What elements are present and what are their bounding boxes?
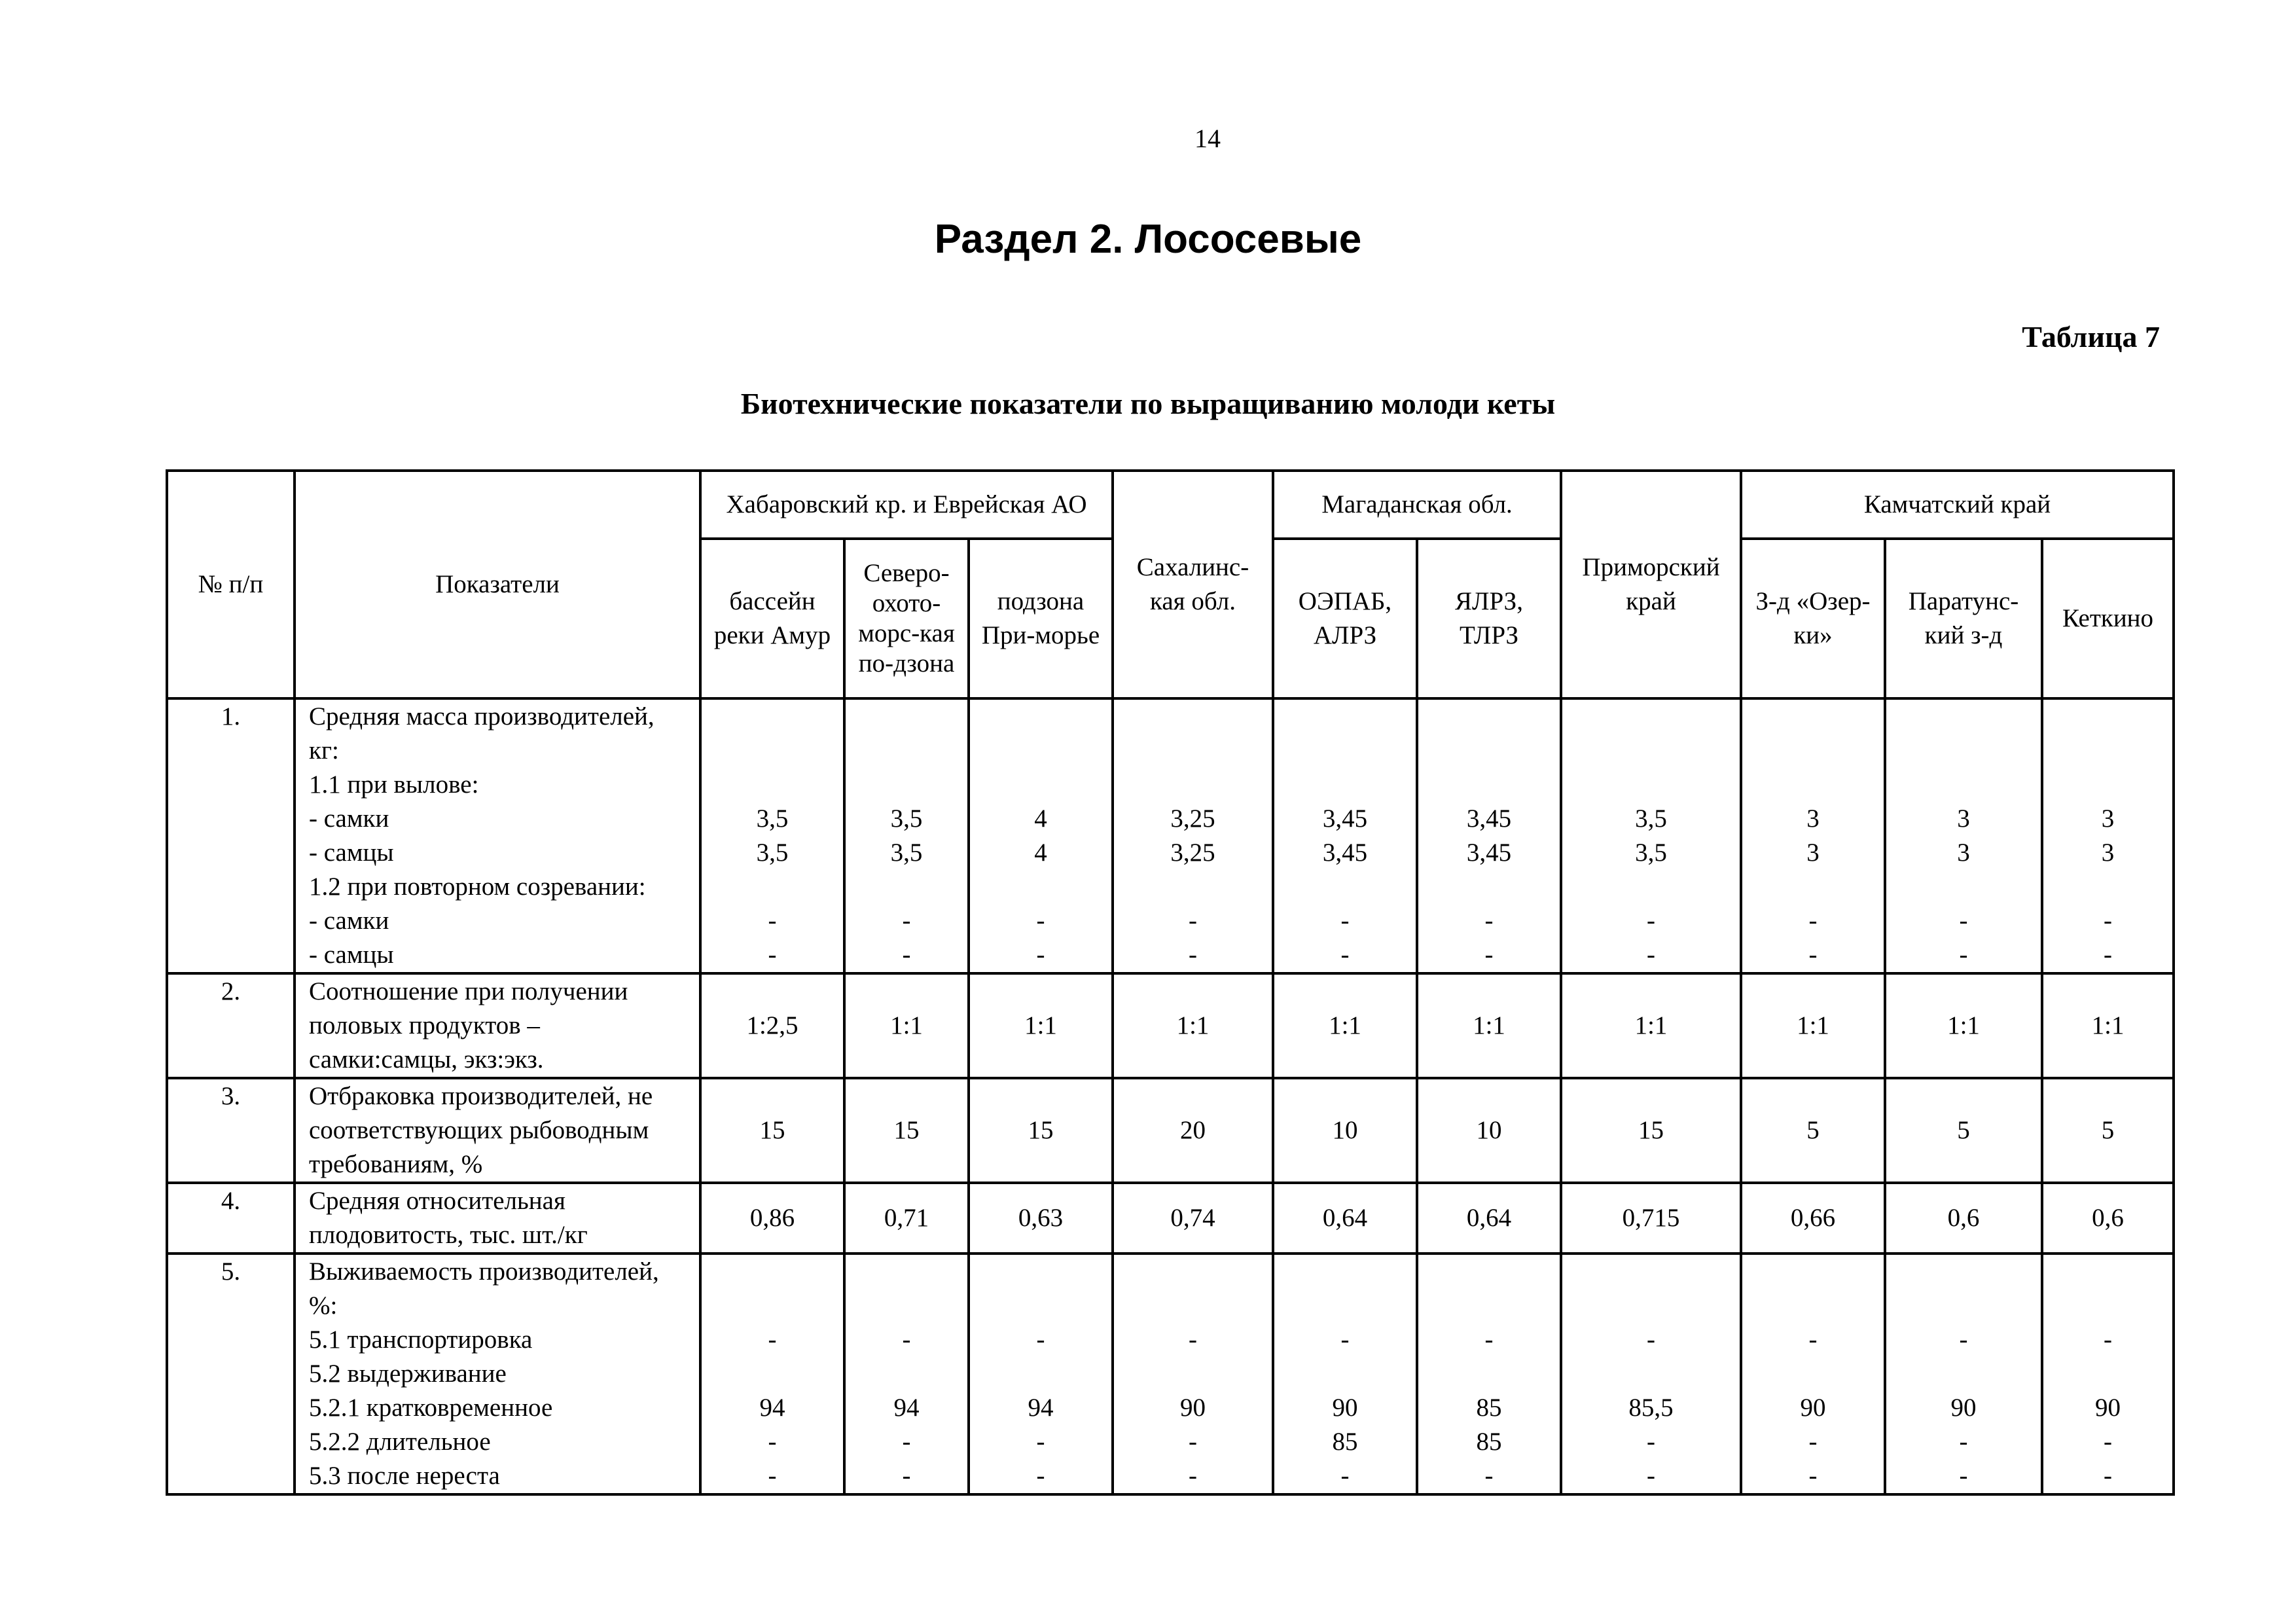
- value-line: -: [2104, 1428, 2113, 1456]
- value-line: [708, 768, 836, 802]
- indicator-line: 5.3 после нереста: [309, 1462, 500, 1490]
- value-line: 3: [1957, 839, 1970, 867]
- value-cell: 5: [1885, 1078, 2042, 1183]
- indicator-cell: [295, 698, 700, 973]
- value-cell: [844, 698, 969, 973]
- value-line: -: [1484, 1462, 1494, 1490]
- header-ozerki: З-д «Озер-ки»: [1741, 539, 1885, 698]
- value-line: -: [1959, 1462, 1968, 1490]
- value-cell: 15: [844, 1078, 969, 1183]
- value-line: [1569, 700, 1733, 734]
- value-line: -: [1808, 1428, 1818, 1456]
- value-line: 3,45: [1466, 839, 1512, 867]
- value-line: [977, 700, 1105, 734]
- value-cell: 1:1: [844, 973, 969, 1078]
- value-line: 3: [1957, 804, 1970, 833]
- value-line: -: [1484, 941, 1494, 969]
- value-line: [1893, 870, 2034, 904]
- value-line: -: [768, 941, 777, 969]
- indicator-cell: [295, 1183, 700, 1254]
- page-number: 14: [1194, 124, 1221, 153]
- value-line: -: [768, 1462, 777, 1490]
- value-line: [852, 700, 961, 734]
- value-line: [1281, 768, 1409, 802]
- header-num: № п/п: [167, 471, 295, 698]
- value-cell: [1741, 698, 1885, 973]
- value-line: 94: [893, 1394, 920, 1422]
- value-line: -: [2104, 1462, 2113, 1490]
- value-line: [1569, 1255, 1733, 1289]
- indicator-cell: [295, 973, 700, 1078]
- value-line: -: [1340, 941, 1350, 969]
- value-line: [1281, 870, 1409, 904]
- value-line: -: [1189, 1326, 1197, 1354]
- indicator-line: Соотношение при получении: [309, 977, 628, 1005]
- value-line: -: [1647, 1428, 1656, 1456]
- value-cell: 1:1: [1273, 973, 1417, 1078]
- indicator-line: - самцы: [309, 941, 394, 969]
- value-cell: [2042, 1254, 2174, 1494]
- value-line: [2050, 1255, 2166, 1289]
- value-line: [852, 1357, 961, 1391]
- value-cell: [1417, 698, 1561, 973]
- value-line: [852, 734, 961, 768]
- table-body: [167, 698, 2174, 1494]
- value-line: [852, 870, 961, 904]
- value-line: [1121, 1255, 1265, 1289]
- value-line: [1425, 1357, 1553, 1391]
- indicator-cell: [295, 1254, 700, 1494]
- value-line: [1893, 1357, 2034, 1391]
- indicator-line: требованиям, %: [309, 1150, 483, 1178]
- value-line: -: [2104, 1326, 2113, 1354]
- row-number: 4.: [167, 1183, 295, 1254]
- indicator-line: - самцы: [309, 839, 394, 867]
- value-line: -: [1959, 1326, 1968, 1354]
- value-line: -: [1647, 941, 1656, 969]
- indicator-line: - самки: [309, 804, 389, 833]
- value-line: -: [1036, 1428, 1045, 1456]
- value-line: -: [902, 907, 911, 935]
- value-line: -: [1959, 1428, 1968, 1456]
- value-line: [1425, 734, 1553, 768]
- value-cell: 15: [1561, 1078, 1741, 1183]
- value-cell: [1885, 1254, 2042, 1494]
- value-cell: 0,66: [1741, 1183, 1885, 1254]
- value-cell: [969, 698, 1113, 973]
- value-line: 90: [1800, 1394, 1826, 1422]
- value-line: -: [1808, 1462, 1818, 1490]
- value-line: [1121, 734, 1265, 768]
- value-line: -: [1647, 1462, 1656, 1490]
- value-cell: 0,64: [1417, 1183, 1561, 1254]
- value-line: [977, 870, 1105, 904]
- value-line: 3: [1806, 839, 1820, 867]
- value-cell: [844, 1254, 969, 1494]
- value-line: -: [768, 907, 777, 935]
- value-line: -: [1036, 1462, 1045, 1490]
- header-amur: бассейн реки Амур: [700, 539, 844, 698]
- indicator-line: - самки: [309, 907, 389, 935]
- value-cell: 1:1: [2042, 973, 2174, 1078]
- value-line: [1569, 870, 1733, 904]
- indicator-line: 5.2 выдерживание: [309, 1360, 507, 1388]
- value-line: 90: [1332, 1394, 1358, 1422]
- value-line: 85: [1332, 1428, 1358, 1456]
- value-line: -: [1959, 941, 1968, 969]
- value-line: [1281, 1255, 1409, 1289]
- value-line: [2050, 1357, 2166, 1391]
- value-line: [852, 768, 961, 802]
- value-line: [1569, 768, 1733, 802]
- value-line: [852, 1289, 961, 1323]
- value-cell: 0,715: [1561, 1183, 1741, 1254]
- value-line: [977, 1289, 1105, 1323]
- indicator-cell: [295, 1078, 700, 1183]
- indicator-line: 5.1 транспортировка: [309, 1326, 533, 1354]
- value-cell: 0,6: [2042, 1183, 2174, 1254]
- indicators-table: [166, 469, 2175, 1496]
- value-line: 3: [1806, 804, 1820, 833]
- value-cell: [1273, 1254, 1417, 1494]
- value-cell: [700, 1254, 844, 1494]
- value-line: [1121, 700, 1265, 734]
- value-line: -: [902, 1462, 911, 1490]
- value-line: -: [1189, 1428, 1197, 1456]
- value-cell: [1113, 1254, 1273, 1494]
- value-line: -: [2104, 941, 2113, 969]
- value-line: 3,25: [1170, 804, 1215, 833]
- value-line: -: [1340, 1462, 1350, 1490]
- value-line: [1425, 870, 1553, 904]
- value-line: 3,5: [1635, 839, 1667, 867]
- section-title: Раздел 2. Лососевые: [934, 217, 1362, 262]
- value-line: [1425, 1255, 1553, 1289]
- value-line: -: [1340, 1326, 1350, 1354]
- value-cell: 1:1: [1561, 973, 1741, 1078]
- value-line: 90: [1180, 1394, 1206, 1422]
- indicator-line: Средняя относительная: [309, 1187, 565, 1215]
- value-line: [2050, 734, 2166, 768]
- value-line: -: [768, 1428, 777, 1456]
- value-line: -: [1808, 1326, 1818, 1354]
- indicator-line: 1.1 при вылове:: [309, 770, 479, 799]
- value-line: [1281, 1357, 1409, 1391]
- indicator-line: кг:: [309, 736, 339, 765]
- value-cell: 1:1: [1113, 973, 1273, 1078]
- value-cell: 1:1: [1885, 973, 2042, 1078]
- header-primorye-subzone: подзона При-морье: [969, 539, 1113, 698]
- value-line: [708, 1357, 836, 1391]
- header-primorsky: Приморский край: [1561, 471, 1741, 698]
- indicator-line: %:: [309, 1291, 338, 1320]
- value-line: [1425, 1289, 1553, 1323]
- header-yalrz: ЯЛРЗ, ТЛРЗ: [1417, 539, 1561, 698]
- value-cell: [1561, 1254, 1741, 1494]
- table-row: [167, 698, 2174, 973]
- value-cell: 1:1: [1417, 973, 1561, 1078]
- value-line: -: [1340, 907, 1350, 935]
- value-line: 3,45: [1466, 804, 1512, 833]
- indicator-line: 5.2.2 длительное: [309, 1428, 491, 1456]
- row-number: 3.: [167, 1078, 295, 1183]
- value-cell: 0,64: [1273, 1183, 1417, 1254]
- row-number: 1.: [167, 698, 295, 973]
- row-number: 5.: [167, 1254, 295, 1494]
- value-cell: 1:1: [1741, 973, 1885, 1078]
- value-line: [1749, 1357, 1877, 1391]
- value-line: -: [1189, 941, 1197, 969]
- value-cell: 0,74: [1113, 1183, 1273, 1254]
- value-line: [1893, 1255, 2034, 1289]
- value-line: -: [1189, 1462, 1197, 1490]
- value-line: -: [1484, 907, 1494, 935]
- value-cell: 15: [700, 1078, 844, 1183]
- value-line: 3,5: [890, 839, 923, 867]
- value-line: 90: [1950, 1394, 1977, 1422]
- value-line: [2050, 870, 2166, 904]
- value-cell: [2042, 698, 2174, 973]
- value-line: [1749, 870, 1877, 904]
- value-cell: 0,86: [700, 1183, 844, 1254]
- value-line: [708, 734, 836, 768]
- value-line: [2050, 700, 2166, 734]
- value-line: 4: [1034, 839, 1047, 867]
- header-kamchatka: Камчатский край: [1741, 471, 2174, 539]
- value-line: [977, 1255, 1105, 1289]
- value-line: [1749, 734, 1877, 768]
- value-line: 94: [1028, 1394, 1054, 1422]
- value-cell: [1741, 1254, 1885, 1494]
- value-line: [708, 1255, 836, 1289]
- value-line: [1893, 700, 2034, 734]
- value-line: 3,45: [1322, 839, 1368, 867]
- value-line: [1569, 1357, 1733, 1391]
- value-cell: [969, 1254, 1113, 1494]
- value-line: -: [1036, 907, 1045, 935]
- header-ketkino: Кеткино: [2042, 539, 2174, 698]
- value-line: [1121, 1357, 1265, 1391]
- value-line: -: [1484, 1326, 1494, 1354]
- value-cell: [1561, 698, 1741, 973]
- value-line: -: [1808, 941, 1818, 969]
- value-line: [2050, 1289, 2166, 1323]
- value-cell: 0,6: [1885, 1183, 2042, 1254]
- table-row: [167, 1183, 2174, 1254]
- value-line: [708, 870, 836, 904]
- value-line: [977, 1357, 1105, 1391]
- value-line: 3: [2101, 804, 2115, 833]
- table-caption: Биотехнические показатели по выращиванию молоди кеты: [740, 387, 1556, 420]
- value-line: [1425, 700, 1553, 734]
- indicator-line: половых продуктов –: [309, 1011, 540, 1039]
- value-line: 3,5: [756, 804, 789, 833]
- value-line: -: [902, 941, 911, 969]
- value-line: 85: [1476, 1428, 1502, 1456]
- header-magadan: Магаданская обл.: [1273, 471, 1561, 539]
- value-line: 3,5: [1635, 804, 1667, 833]
- value-line: [1281, 700, 1409, 734]
- value-line: [1425, 768, 1553, 802]
- value-cell: 0,71: [844, 1183, 969, 1254]
- table-row: [167, 1254, 2174, 1494]
- value-line: [977, 734, 1105, 768]
- header-paratunka: Паратунс-кий з-д: [1885, 539, 2042, 698]
- value-line: [1121, 870, 1265, 904]
- value-cell: 20: [1113, 1078, 1273, 1183]
- value-line: [1281, 1289, 1409, 1323]
- value-line: -: [1036, 1326, 1045, 1354]
- value-line: 85,5: [1628, 1394, 1674, 1422]
- value-line: [1569, 734, 1733, 768]
- value-line: -: [1647, 1326, 1656, 1354]
- value-line: 3,5: [756, 839, 789, 867]
- value-line: [708, 700, 836, 734]
- indicator-line: самки:самцы, экз:экз.: [309, 1045, 544, 1074]
- value-cell: [1113, 698, 1273, 973]
- value-line: [977, 768, 1105, 802]
- value-line: -: [1959, 907, 1968, 935]
- value-line: 3,5: [890, 804, 923, 833]
- value-line: [1749, 768, 1877, 802]
- value-line: -: [902, 1428, 911, 1456]
- value-line: [852, 1255, 961, 1289]
- header-indicator: Показатели: [295, 471, 700, 698]
- table-label: Таблица 7: [2022, 320, 2160, 353]
- value-line: [1749, 1289, 1877, 1323]
- header-okhotsk: Северо-охото-морс-кая по-дзона: [844, 539, 969, 698]
- value-line: [1893, 1289, 2034, 1323]
- value-cell: [1885, 698, 2042, 973]
- value-cell: [1273, 698, 1417, 973]
- value-line: [1749, 1255, 1877, 1289]
- header-khabarovsk: Хабаровский кр. и Еврейская АО: [700, 471, 1113, 539]
- indicator-line: 5.2.1 кратковременное: [309, 1394, 553, 1422]
- value-line: [2050, 768, 2166, 802]
- value-line: 4: [1034, 804, 1047, 833]
- value-line: [1893, 734, 2034, 768]
- value-cell: 10: [1273, 1078, 1417, 1183]
- value-cell: [700, 698, 844, 973]
- value-line: 3,45: [1322, 804, 1368, 833]
- indicator-line: плодовитость, тыс. шт./кг: [309, 1221, 588, 1249]
- value-line: 94: [759, 1394, 785, 1422]
- indicator-line: Средняя масса производителей,: [309, 702, 655, 731]
- indicator-line: Выживаемость производителей,: [309, 1257, 659, 1286]
- header-sakhalin: Сахалинс-кая обл.: [1113, 471, 1273, 698]
- value-line: -: [768, 1326, 777, 1354]
- value-line: [1569, 1289, 1733, 1323]
- value-line: [1121, 768, 1265, 802]
- value-line: -: [1647, 907, 1656, 935]
- value-cell: 15: [969, 1078, 1113, 1183]
- value-line: [1121, 1289, 1265, 1323]
- value-cell: 5: [2042, 1078, 2174, 1183]
- value-line: 3,25: [1170, 839, 1215, 867]
- value-line: -: [1036, 941, 1045, 969]
- value-cell: 0,63: [969, 1183, 1113, 1254]
- value-cell: 1:2,5: [700, 973, 844, 1078]
- value-line: -: [902, 1326, 911, 1354]
- value-line: -: [1808, 907, 1818, 935]
- indicator-line: Отбраковка производителей, не: [309, 1082, 653, 1110]
- value-cell: [1417, 1254, 1561, 1494]
- value-line: [1893, 768, 2034, 802]
- value-line: 85: [1476, 1394, 1502, 1422]
- indicator-line: соответствующих рыбоводным: [309, 1116, 649, 1144]
- indicator-line: 1.2 при повторном созревании:: [309, 873, 646, 901]
- value-line: [708, 1289, 836, 1323]
- value-line: 3: [2101, 839, 2115, 867]
- value-cell: 5: [1741, 1078, 1885, 1183]
- row-number: 2.: [167, 973, 295, 1078]
- value-line: [1281, 734, 1409, 768]
- table-row: [167, 973, 2174, 1078]
- value-cell: 1:1: [969, 973, 1113, 1078]
- value-cell: 10: [1417, 1078, 1561, 1183]
- header-oepab: ОЭПАБ, АЛРЗ: [1273, 539, 1417, 698]
- value-line: -: [2104, 907, 2113, 935]
- table-row: [167, 1078, 2174, 1183]
- value-line: 90: [2095, 1394, 2121, 1422]
- value-line: [1749, 700, 1877, 734]
- value-line: -: [1189, 907, 1197, 935]
